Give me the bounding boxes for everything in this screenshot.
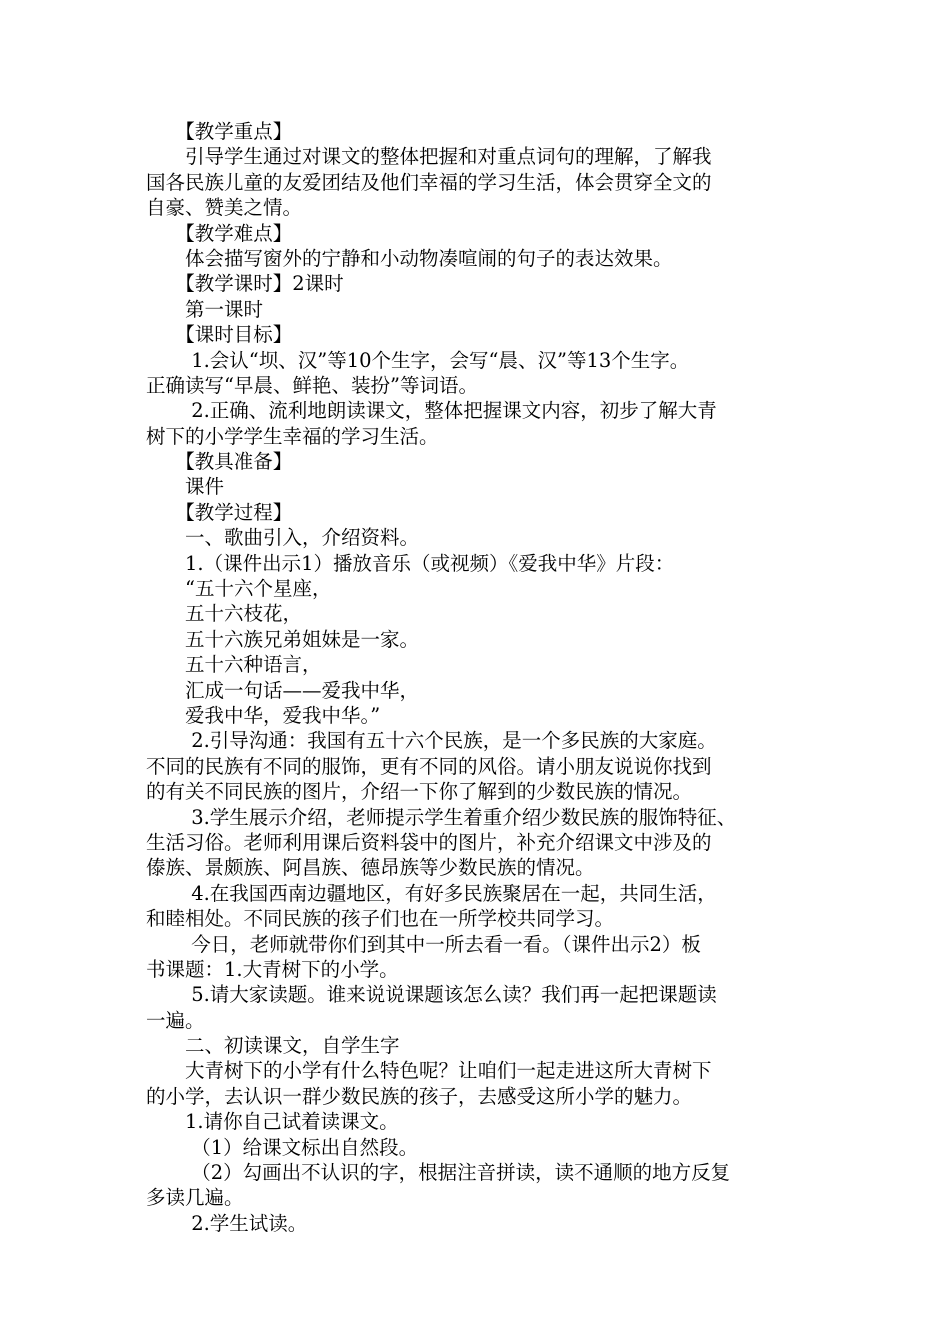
paragraph-line: 体会描写窗外的宁静和小动物凑喧闹的句子的表达效果。 xyxy=(146,246,673,270)
heading-teaching-process: 【教学过程】 xyxy=(146,500,293,524)
lyric-line: “五十六个星座， xyxy=(146,577,332,601)
paragraph-line: 3.学生展示介绍，老师提示学生着重介绍少数民族的服饰特征、 xyxy=(146,805,737,829)
paragraph-line: 的有关不同民族的图片，介绍一下你了解到的少数民族的情况。 xyxy=(146,780,693,804)
paragraph-line: 正确读写“早晨、鲜艳、装扮”等词语。 xyxy=(146,373,478,397)
paragraph-line: （1）给课文标出自然段。 xyxy=(146,1135,419,1159)
heading-teaching-aids: 【教具准备】 xyxy=(146,450,293,474)
lyric-line: 五十六枝花， xyxy=(146,602,303,626)
paragraph-line: 课件 xyxy=(146,475,225,499)
paragraph-line: 1.（课件出示1）播放音乐（或视频）《爱我中华》片段： xyxy=(146,551,675,575)
paragraph-line: 4.在我国西南边疆地区，有好多民族聚居在一起，共同生活， xyxy=(146,881,717,905)
heading-teaching-focus: 【教学重点】 xyxy=(146,120,293,143)
paragraph-line: 2.学生试读。 xyxy=(146,1211,308,1235)
lyric-line: 汇成一句话——爱我中华， xyxy=(146,678,420,702)
paragraph-line: 2.正确、流利地朗读课文，整体把握课文内容，初步了解大青 xyxy=(146,399,717,423)
paragraph-line: 大青树下的小学有什么特色呢？让咱们一起走进这所大青树下 xyxy=(146,1059,712,1083)
paragraph-line: 多读几遍。 xyxy=(146,1186,244,1210)
paragraph-line: 1.请你自己试着读课文。 xyxy=(146,1110,399,1134)
paragraph-line: 一遍。 xyxy=(146,1008,205,1032)
paragraph-line: 国各民族儿童的友爱团结及他们幸福的学习生活，体会贯穿全文的 xyxy=(146,170,712,194)
section-heading: 二、初读课文，自学生字 xyxy=(146,1034,400,1058)
heading-first-lesson: 第一课时 xyxy=(146,297,264,321)
lyric-line: 五十六种语言， xyxy=(146,653,322,677)
paragraph-line: 和睦相处。不同民族的孩子们也在一所学校共同学习。 xyxy=(146,907,615,931)
paragraph-line: 不同的民族有不同的服饰，更有不同的风俗。请小朋友说说你找到 xyxy=(146,754,712,778)
lyric-line: 爱我中华，爱我中华。” xyxy=(146,703,381,727)
paragraph-line: 1.会认“坝、汉”等10个生字，会写“晨、汉”等13个生字。 xyxy=(146,348,690,372)
paragraph-line: 的小学，去认识一群少数民族的孩子，去感受这所小学的魅力。 xyxy=(146,1084,693,1108)
heading-class-hours: 【教学课时】2课时 xyxy=(146,272,344,296)
heading-teaching-difficulty: 【教学难点】 xyxy=(146,221,293,245)
paragraph-line: 傣族、景颇族、阿昌族、德昂族等少数民族的情况。 xyxy=(146,856,595,880)
paragraph-line: 今日，老师就带你们到其中一所去看一看。（课件出示2）板 xyxy=(146,932,701,956)
paragraph-line: 树下的小学学生幸福的学习生活。 xyxy=(146,424,439,448)
paragraph-line: 引导学生通过对课文的整体把握和对重点词句的理解，了解我 xyxy=(146,145,712,169)
paragraph-line: 书课题：1.大青树下的小学。 xyxy=(146,957,399,981)
section-heading: 一、歌曲引入，介绍资料。 xyxy=(146,526,420,550)
heading-lesson-goals: 【课时目标】 xyxy=(146,323,293,347)
paragraph-line: 5.请大家读题。谁来说说课题该怎么读？我们再一起把课题读 xyxy=(146,983,717,1007)
paragraph-line: 2.引导沟通：我国有五十六个民族，是一个多民族的大家庭。 xyxy=(146,729,717,753)
paragraph-line: （2）勾画出不认识的字，根据注音拼读，读不通顺的地方反复 xyxy=(146,1161,731,1185)
document-body xyxy=(146,119,826,1236)
paragraph-line: 自豪、赞美之情。 xyxy=(146,196,303,220)
lyric-line: 五十六族兄弟姐妹是一家。 xyxy=(146,627,420,651)
paragraph-line: 生活习俗。老师利用课后资料袋中的图片，补充介绍课文中涉及的 xyxy=(146,830,712,854)
